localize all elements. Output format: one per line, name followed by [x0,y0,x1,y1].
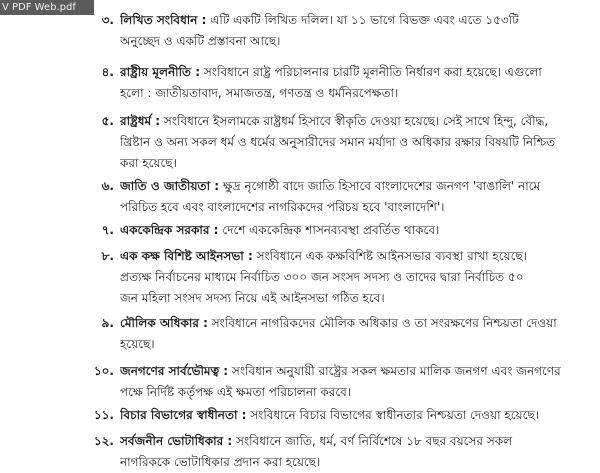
item-text-line: সংবিধানে জাতি, ধর্ম, বর্ণ নির্বিশেষে ১৮ বছর বয়সের সকল [236,434,513,448]
item-text-line: খ্রিষ্টান ও অন্য সকল ধর্ম ও ধর্মের অনুসারীদের সমান মর্যাদা ও অধিকার রক্ষার বিষয়টি নিশ্চিত [120,135,556,149]
item-text-line: প্রত্যক্ষ নির্বাচনের মাধ্যমে নির্বাচিত ৩০০ জন সংসদ সদস্য ও তাদের দ্বারা নির্বাচিত ৫০ [120,270,524,284]
item-text-line: সংবিধান অনুযায়ী রাষ্ট্রের সকল ক্ষমতার মালিক জনগণ এবং জনগণের [231,364,561,378]
item-heading: বিচার বিভাগের স্বাধীনতা : [120,408,247,422]
item-heading: জনগণের সার্বভৌমত্ব : [120,364,229,378]
item-text-line: অনুচ্ছেদ ও একটি প্রস্তাবনা আছে। [120,34,281,48]
item-body [120,10,596,52]
item-number: ১০. [93,364,114,378]
item-text-line: হয়েছে। [120,337,155,351]
item-heading: এক কক্ষ বিশিষ্ট আইনসভা : [120,249,253,263]
item-text-line: ক্ষুদ্র নৃগোষ্ঠী বাদে জাতি হিসাবে বাংলাদেশের জনগণ 'বাঙালি' নামে [222,179,541,193]
item-body [120,220,596,241]
item-number: ১২. [93,434,114,448]
item-text-line: পক্ষে নির্দিষ্ট কর্তৃপক্ষ এই ক্ষমতা পরিচালনা করবে। [120,385,352,399]
item-text-line: করা হয়েছে। [120,156,177,170]
item-number: ১১. [93,408,114,422]
item-heading: রাষ্ট্রীয় মূলনীতি : [120,65,201,79]
item-heading: লিখিত সংবিধান : [120,13,207,27]
item-number: ৮. [101,249,114,263]
item-body [120,62,596,104]
item-body [120,361,596,403]
item-text-line: সংবিধানে নাগরিকদের মৌলিক অধিকার ও তা সংরক্ষণের নিশ্চয়তা দেওয়া [211,316,557,330]
item-text-line: সংবিধানে এক কক্ষবিশিষ্ট আইনসভার ব্যবস্থা রাখা হয়েছে। [256,249,527,263]
item-text-line: দেশে এককেন্দ্রিক শাসনব্যবস্থা প্রবর্তিত থাকবে। [222,223,440,237]
item-heading: জাতি ও জাতীয়তা : [120,179,220,193]
item-text-line: সংবিধানে রাষ্ট্র পরিচালনার চারটি মূলনীতি নির্ধারণ করা হয়েছে। এগুলো [203,65,542,79]
item-text-line: এটি একটি লিখিত দলিল। যা ১১ ভাগে বিভক্ত এবং এতে ১৫৩টি [210,13,519,27]
window-title-tab[interactable]: V PDF Web.pdf [0,0,94,15]
item-number: ৬. [101,179,114,193]
item-body [120,246,596,309]
item-text-line: জন মহিলা সংসদ সদস্য নিয়ে এই আইনসভা গঠিত হবে। [120,291,385,305]
item-heading: এককেন্দ্রিক সরকার : [120,223,219,237]
item-text-line: সংবিধানে ইসলামকে রাষ্ট্রধর্ম হিসাবে স্বীকৃতি দেওয়া হয়েছে। সেই সাথে হিন্দু, বৌদ্ধ, [163,114,549,128]
item-number: ৪. [101,65,114,79]
item-number: ৩. [101,13,114,27]
item-number: ৭. [101,223,114,237]
item-heading: সর্বজনীন ভোটাধিকার : [120,434,233,448]
item-number: ৯. [101,316,114,330]
item-text-line: নাগরিককে ভোটাধিকার প্রদান করা হয়েছে। [120,455,321,469]
item-text-line: পরিচিত হবে এবং বাংলাদেশের নাগরিকদের পরিচয় হবে 'বাংলাদেশি'। [120,200,445,214]
item-body [120,111,596,174]
item-body [120,176,596,218]
item-heading: রাষ্ট্রধর্ম : [120,114,161,128]
item-text-line: হলো : জাতীয়তাবাদ, সমাজতন্ত্র, গণতন্ত্র ও ধর্মনিরপেক্ষতা। [120,86,399,100]
item-heading: মৌলিক অধিকার : [120,316,208,330]
item-body [120,405,596,426]
item-text-line: সংবিধানে বিচার বিভাগের স্বাধীনতার নিশ্চয়তা দেওয়া হয়েছে। [250,408,540,422]
item-body [120,431,596,473]
item-body [120,313,596,355]
item-number: ৫. [101,114,114,128]
